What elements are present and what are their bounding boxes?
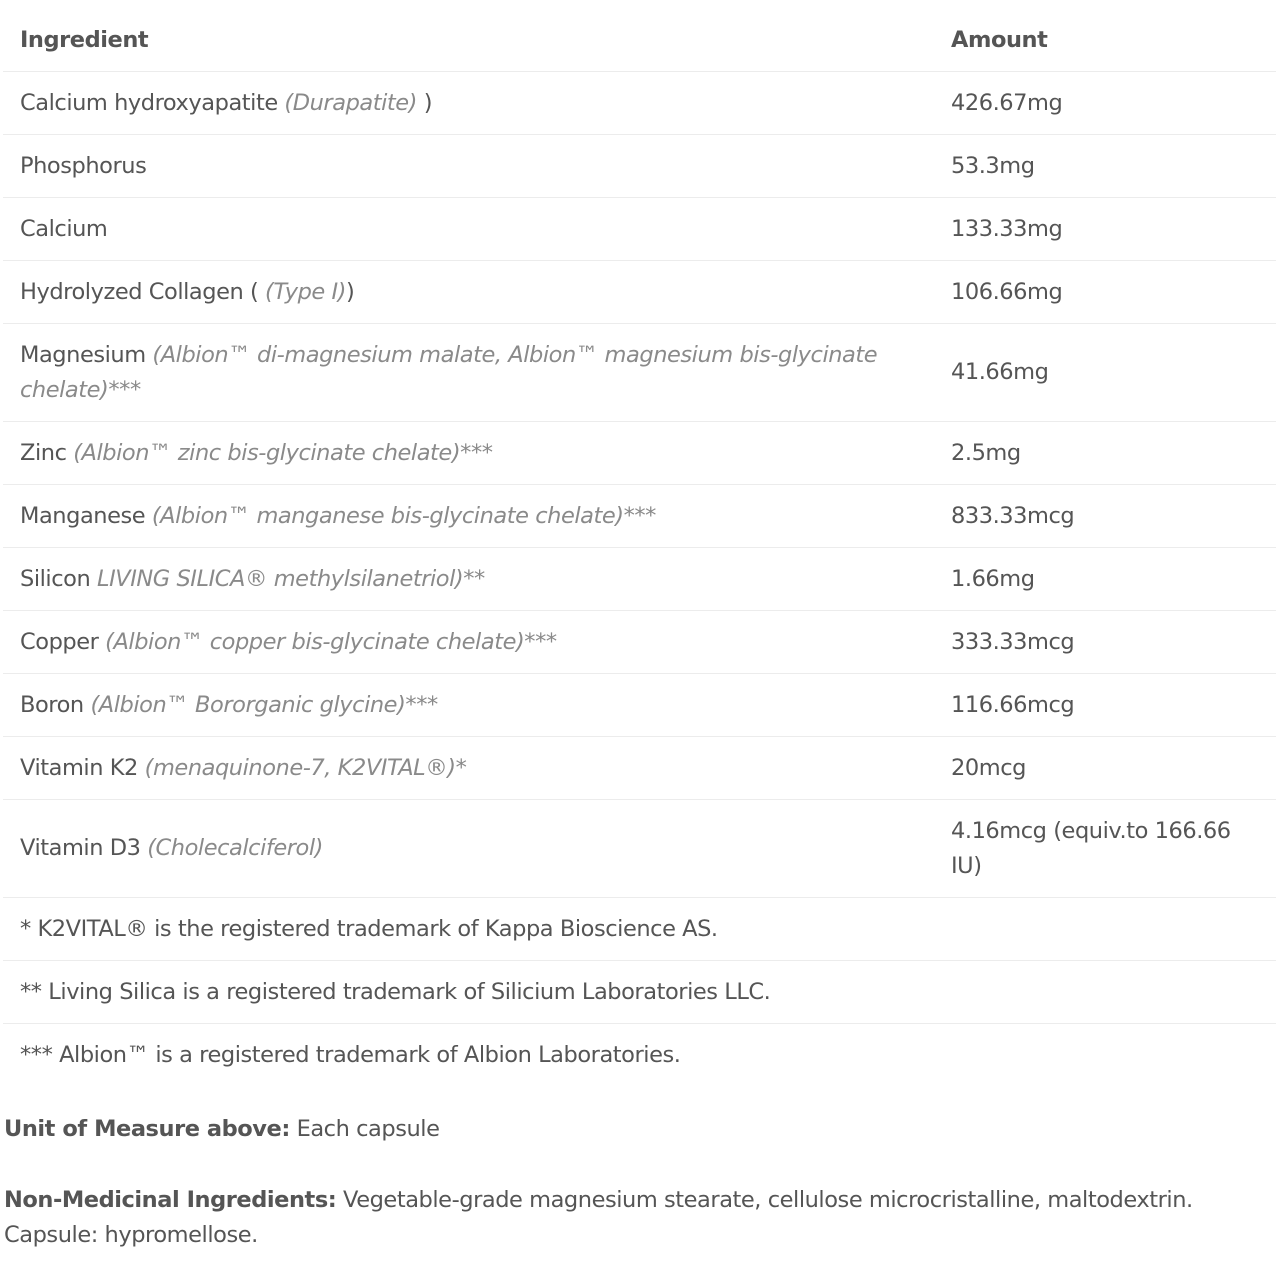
ingredient-name: Vitamin D3 bbox=[20, 835, 141, 861]
ingredient-cell bbox=[3, 72, 934, 135]
ingredient-description: (Albion™ di-magnesium malate, Albion™ magnesium bis-glycinate chelate)*** bbox=[20, 341, 878, 403]
non-medicinal-ingredients bbox=[4, 1183, 1276, 1253]
amount-cell: 2.5mg bbox=[934, 422, 1276, 485]
table-row bbox=[3, 611, 1276, 674]
ingredient-cell bbox=[3, 135, 934, 198]
ingredient-description: (menaquinone-7, K2VITAL®)* bbox=[144, 754, 467, 781]
amount-cell: 20mcg bbox=[934, 737, 1276, 800]
ingredient-name: Hydrolyzed Collagen ( bbox=[20, 278, 266, 305]
amount-cell: 833.33mcg bbox=[934, 485, 1276, 548]
ingredient-cell bbox=[3, 261, 934, 324]
ingredient-cell bbox=[3, 324, 934, 422]
ingredient-name: Calcium bbox=[20, 215, 108, 242]
ingredient-description: (Albion™ Bororganic glycine)*** bbox=[90, 691, 438, 718]
ingredient-description: (Durapatite) bbox=[284, 89, 418, 116]
ingredient-description: (Cholecalciferol) bbox=[147, 835, 323, 861]
ingredient-suffix: ) bbox=[417, 89, 433, 116]
table-row bbox=[3, 548, 1276, 611]
footnote-row bbox=[3, 961, 1276, 1024]
ingredient-cell bbox=[3, 485, 934, 548]
unit-of-measure bbox=[4, 1112, 1276, 1147]
ingredient-description: (Albion™ zinc bis-glycinate chelate)*** bbox=[73, 439, 493, 466]
ingredient-name: Silicon bbox=[20, 565, 91, 592]
table-row bbox=[3, 72, 1276, 135]
amount-cell: 1.66mg bbox=[934, 548, 1276, 611]
footnote-living-silica: ** Living Silica is a registered trademark of Silicium Laboratories LLC. bbox=[3, 961, 1276, 1024]
table-row bbox=[3, 800, 1276, 898]
table-row bbox=[3, 674, 1276, 737]
footnote-row bbox=[3, 898, 1276, 961]
unit-of-measure-value: Each capsule bbox=[289, 1116, 440, 1142]
table-row bbox=[3, 135, 1276, 198]
ingredient-name: Zinc bbox=[20, 439, 67, 466]
ingredients-table bbox=[3, 9, 1276, 1086]
amount-cell: 116.66mcg bbox=[934, 674, 1276, 737]
footnote-row bbox=[3, 1024, 1276, 1087]
ingredient-description: (Albion™ copper bis-glycinate chelate)*** bbox=[105, 628, 557, 655]
amount-cell: 333.33mcg bbox=[934, 611, 1276, 674]
ingredient-cell bbox=[3, 611, 934, 674]
ingredient-cell bbox=[3, 737, 934, 800]
ingredient-description: (Albion™ manganese bis-glycinate chelate)*** bbox=[151, 502, 656, 529]
table-row bbox=[3, 324, 1276, 422]
ingredient-name: Phosphorus bbox=[20, 152, 147, 179]
amount-cell: 4.16mcg (equiv.to 166.66 IU) bbox=[934, 800, 1276, 898]
amount-cell: 426.67mg bbox=[934, 72, 1276, 135]
ingredient-column-header: Ingredient bbox=[3, 9, 934, 72]
footnote-albion: *** Albion™ is a registered trademark of Albion Laboratories. bbox=[20, 1041, 681, 1068]
ingredient-name: Magnesium bbox=[20, 341, 146, 368]
table-header-row bbox=[3, 9, 1276, 72]
ingredient-name: Copper bbox=[20, 628, 99, 655]
amount-cell: 41.66mg bbox=[934, 324, 1276, 422]
table-row bbox=[3, 198, 1276, 261]
amount-column-header: Amount bbox=[934, 9, 1276, 72]
ingredient-cell bbox=[3, 800, 934, 898]
ingredient-cell bbox=[3, 674, 934, 737]
table-row bbox=[3, 737, 1276, 800]
amount-cell: 106.66mg bbox=[934, 261, 1276, 324]
ingredient-description: (Type I) bbox=[265, 278, 347, 305]
amount-cell: 53.3mg bbox=[934, 135, 1276, 198]
table-row bbox=[3, 422, 1276, 485]
ingredient-name: Boron bbox=[20, 691, 84, 718]
ingredient-cell bbox=[3, 422, 934, 485]
amount-cell: 133.33mg bbox=[934, 198, 1276, 261]
ingredient-name: Manganese bbox=[20, 502, 146, 529]
table-row bbox=[3, 485, 1276, 548]
ingredient-description: LIVING SILICA® methylsilanetriol)** bbox=[97, 565, 485, 592]
non-medicinal-label: Non-Medicinal Ingredients: bbox=[4, 1187, 337, 1213]
unit-of-measure-label: Unit of Measure above: bbox=[4, 1116, 290, 1142]
non-medicinal-value: Vegetable-grade magnesium stearate, cellulose microcristalline, maltodextrin. Capsule: hypromellose. bbox=[4, 1187, 1193, 1248]
ingredient-name: Vitamin K2 bbox=[20, 754, 138, 781]
ingredient-name: Calcium hydroxyapatite bbox=[20, 89, 278, 116]
ingredient-suffix: ) bbox=[346, 278, 355, 305]
ingredient-cell bbox=[3, 198, 934, 261]
footnote-k2vital: * K2VITAL® is the registered trademark of Kappa Bioscience AS. bbox=[3, 898, 1276, 961]
ingredient-cell bbox=[3, 548, 934, 611]
table-row bbox=[3, 261, 1276, 324]
